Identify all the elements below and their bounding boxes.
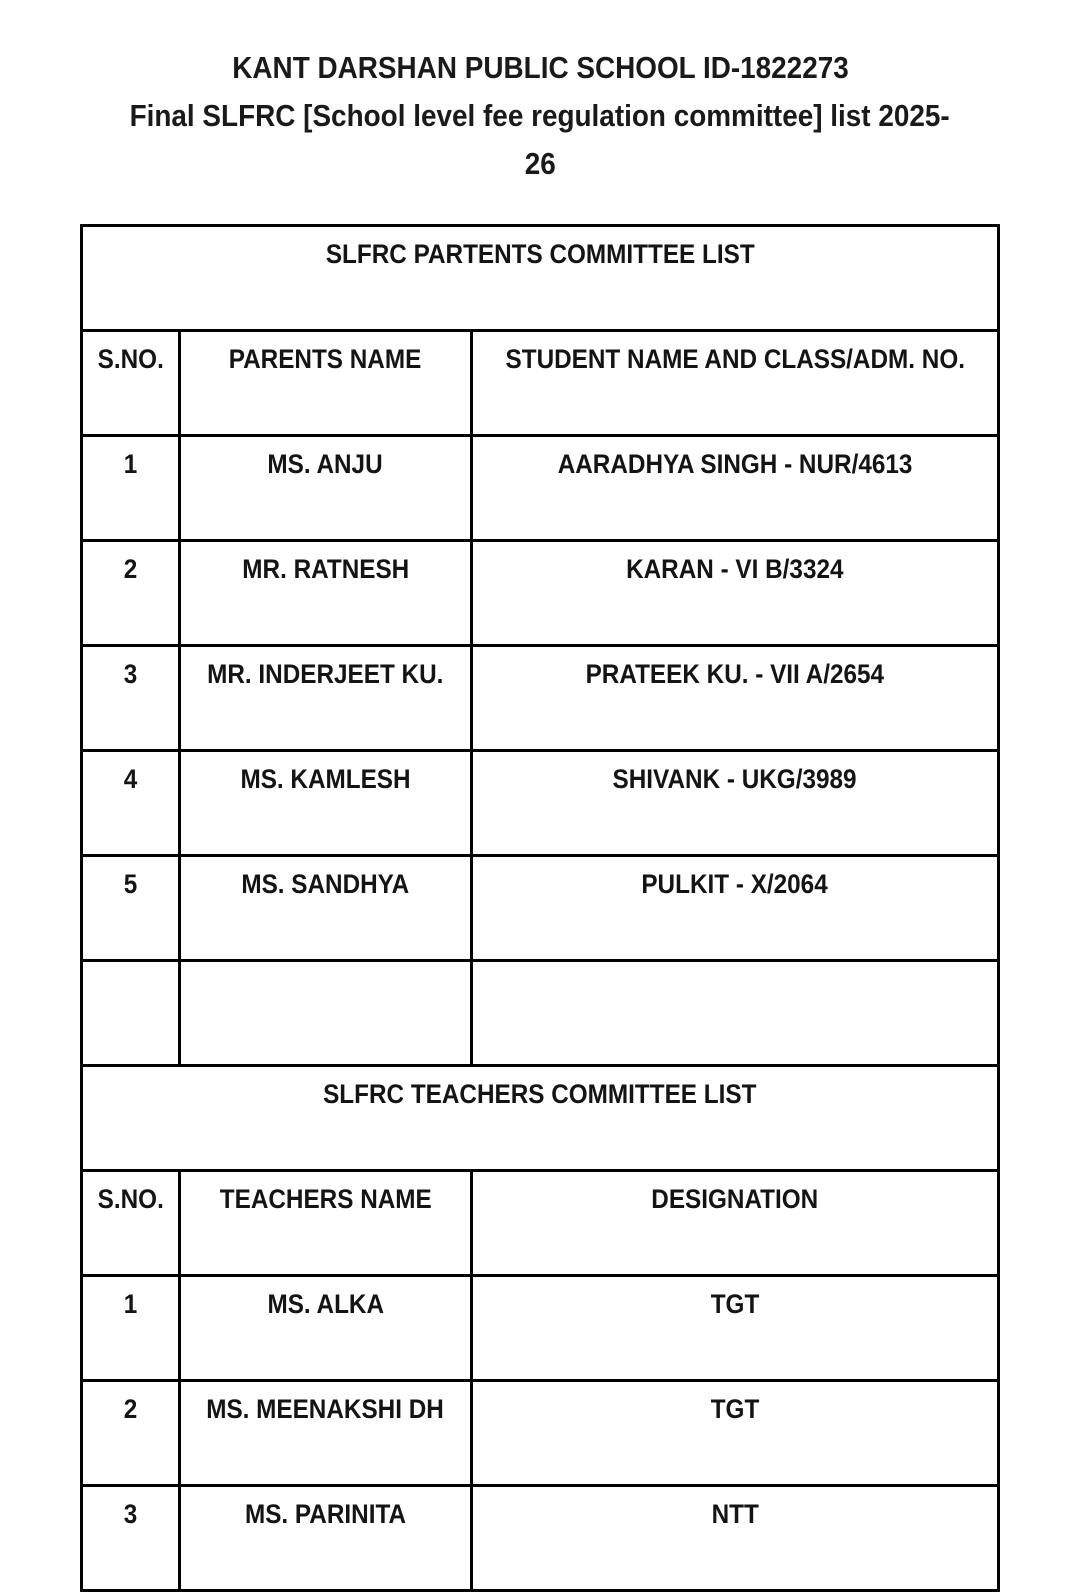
subtitle-line-1 <box>0 92 1080 140</box>
teachers-section-title-row <box>82 1066 999 1171</box>
cell-sno: 2 <box>82 541 180 646</box>
cell-parent-name: MS. ANJU <box>180 436 472 541</box>
cell-sno: 2 <box>82 1381 180 1486</box>
teachers-header-designation: DESIGNATION <box>472 1171 999 1276</box>
parents-header-row <box>82 331 999 436</box>
cell-teacher-name: MS. MEENAKSHI DH <box>180 1381 472 1486</box>
parents-empty-row <box>82 961 999 1066</box>
cell-sno: 3 <box>82 1486 180 1591</box>
cell-designation: NTT <box>472 1486 999 1591</box>
cell-sno: 4 <box>82 751 180 856</box>
parents-section-title: SLFRC PARTENTS COMMITTEE LIST <box>325 239 755 269</box>
teachers-header-row <box>82 1171 999 1276</box>
cell-student: KARAN - VI B/3324 <box>472 541 999 646</box>
teachers-row <box>82 1486 999 1591</box>
school-name-line <box>0 44 1080 92</box>
empty-cell <box>180 961 472 1066</box>
cell-student: SHIVANK - UKG/3989 <box>472 751 999 856</box>
cell-student: PRATEEK KU. - VII A/2654 <box>472 646 999 751</box>
subtitle-text-2: 26 <box>524 146 556 181</box>
parents-row <box>82 646 999 751</box>
document-title <box>0 0 1080 188</box>
parents-header-name: PARENTS NAME <box>180 331 472 436</box>
cell-sno: 3 <box>82 646 180 751</box>
teachers-section-title: SLFRC TEACHERS COMMITTEE LIST <box>323 1079 757 1109</box>
subtitle-line-2 <box>0 140 1080 188</box>
subtitle-text-1: Final SLFRC [School level fee regulation committee] list 2025- <box>129 98 951 133</box>
parents-header-student: STUDENT NAME AND CLASS/ADM. NO. <box>472 331 999 436</box>
cell-student: PULKIT - X/2064 <box>472 856 999 961</box>
school-name-text: KANT DARSHAN PUBLIC SCHOOL ID-1822273 <box>231 50 849 85</box>
parents-section-title-row <box>82 226 999 331</box>
parents-row <box>82 856 999 961</box>
parents-row <box>82 541 999 646</box>
cell-sno: 1 <box>82 1276 180 1381</box>
teachers-header-name: TEACHERS NAME <box>180 1171 472 1276</box>
parents-row <box>82 436 999 541</box>
cell-parent-name: MS. KAMLESH <box>180 751 472 856</box>
cell-student: AARADHYA SINGH - NUR/4613 <box>472 436 999 541</box>
slfrc-committee-table <box>80 224 1000 1592</box>
parents-section-title-cell <box>82 226 999 331</box>
cell-teacher-name: MS. ALKA <box>180 1276 472 1381</box>
teachers-section-title-cell <box>82 1066 999 1171</box>
cell-sno: 5 <box>82 856 180 961</box>
teachers-row <box>82 1381 999 1486</box>
empty-cell <box>82 961 180 1066</box>
teachers-header-sno: S.NO. <box>82 1171 180 1276</box>
cell-sno: 1 <box>82 436 180 541</box>
parents-header-sno: S.NO. <box>82 331 180 436</box>
cell-designation: TGT <box>472 1276 999 1381</box>
cell-designation: TGT <box>472 1381 999 1486</box>
cell-parent-name: MS. SANDHYA <box>180 856 472 961</box>
parents-row <box>82 751 999 856</box>
teachers-row <box>82 1276 999 1381</box>
cell-parent-name: MR. INDERJEET KU. <box>180 646 472 751</box>
empty-cell <box>472 961 999 1066</box>
cell-teacher-name: MS. PARINITA <box>180 1486 472 1591</box>
cell-parent-name: MR. RATNESH <box>180 541 472 646</box>
